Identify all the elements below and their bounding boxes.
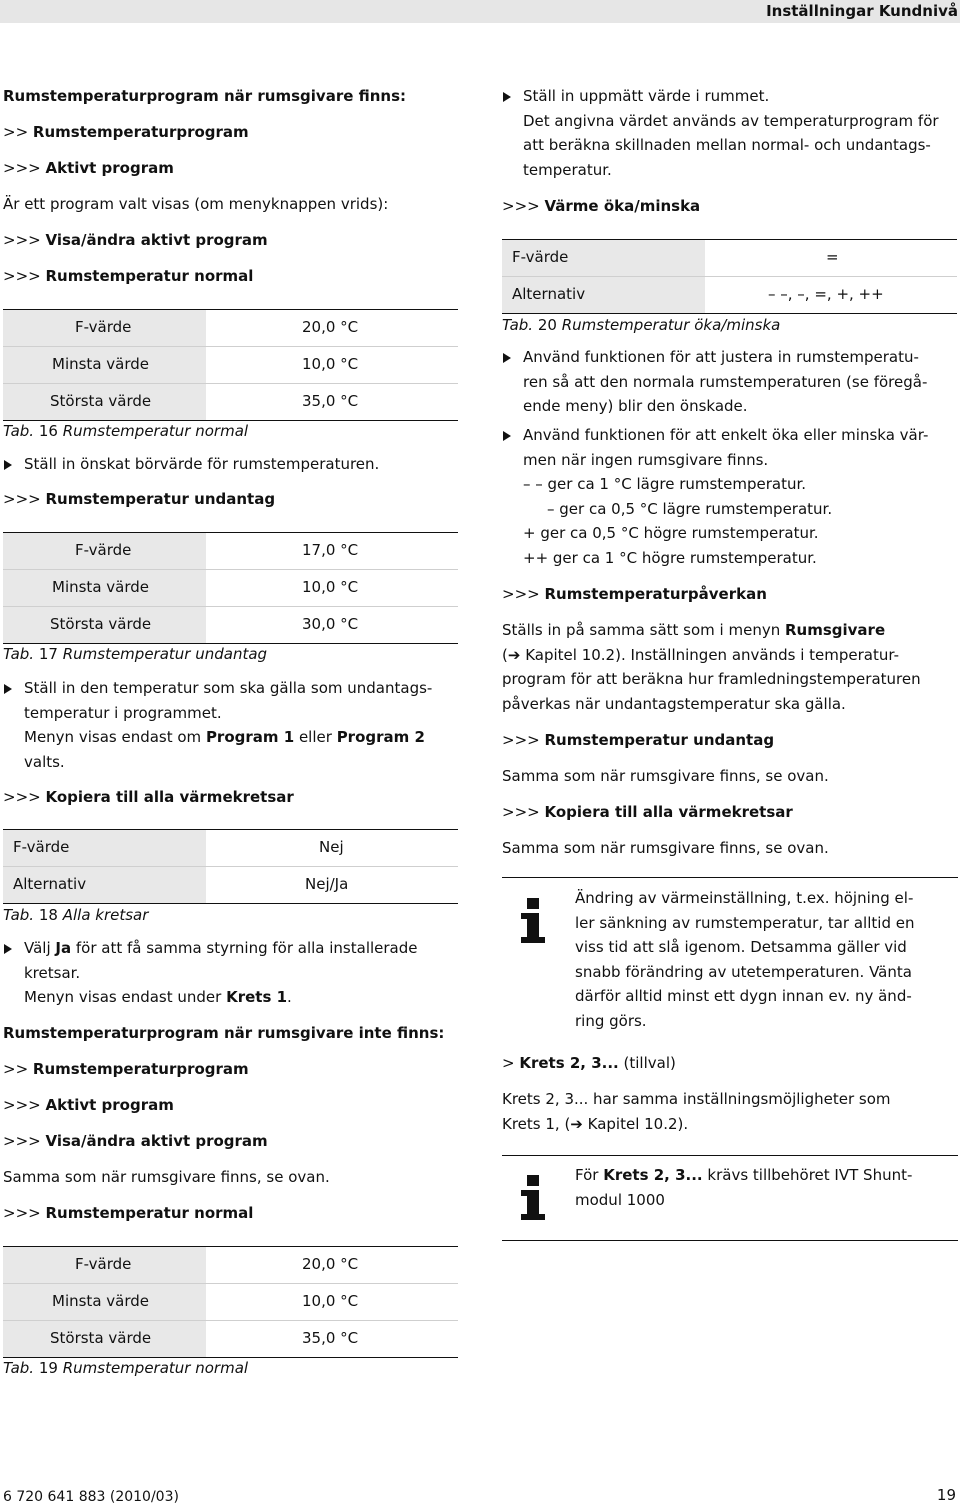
paragraph: Samma som när rumsgivare finns, se ovan.	[502, 839, 829, 857]
note-rule	[502, 1240, 958, 1241]
menu-path: >> Rumstemperaturprogram	[3, 123, 249, 141]
row-value: =	[826, 248, 839, 266]
page-header-bar	[0, 0, 960, 23]
row-label: F-värde	[75, 318, 132, 336]
settings-table	[3, 829, 458, 904]
menu-path: >> Rumstemperaturprogram	[3, 1060, 249, 1078]
table-row	[502, 276, 957, 313]
note-rule	[502, 877, 958, 878]
row-value: 10,0 °C	[302, 1292, 359, 1310]
row-value: 30,0 °C	[302, 615, 359, 633]
paragraph: Krets 2, 3... har samma inställningsmöjligheter som Krets 1, (➔ Kapitel 10.2).	[502, 1090, 891, 1133]
note-text: Ändring av värmeinställning, t.ex. höjning el- ler sänkning av rumstemperatur, tar alltid en viss tid att slå igenom. Detsamma gäller vid snabb förändring av utetemperaturen. Vänta därför alltid minst ett dygn innan ev. ny änd- ring görs.	[575, 889, 915, 1030]
menu-path: >>> Aktivt program	[3, 1096, 174, 1114]
table-row	[3, 383, 458, 420]
note-rule	[502, 1155, 958, 1156]
table-row	[3, 569, 458, 606]
row-value: – –, –, =, +, ++	[768, 285, 884, 303]
row-value: 35,0 °C	[302, 1329, 359, 1347]
row-label: Största värde	[50, 392, 152, 410]
paragraph: Är ett program valt visas (om menyknappen vrids):	[3, 195, 389, 213]
menu-path: >>> Rumstemperatur normal	[3, 267, 254, 285]
menu-path: >>> Kopiera till alla värmekretsar	[3, 788, 294, 806]
row-value: 10,0 °C	[302, 578, 359, 596]
row-label: Största värde	[50, 1329, 152, 1347]
table-caption: Tab. 19 Rumstemperatur normal	[3, 1359, 249, 1377]
table-row	[3, 310, 458, 346]
instruction: Välj Ja för att få samma styrning för alla installerade kretsar. Menyn visas endast under Krets 1.	[24, 939, 418, 1006]
instruction: Använd funktionen för att justera in rumstemperatu- ren så att den normala rumstemperaturen (se föregå- ende meny) blir den önskade.	[523, 348, 928, 415]
row-label: Största värde	[50, 615, 152, 633]
row-label: F-värde	[512, 248, 569, 266]
section-title: Inställningar Kundnivå	[766, 2, 958, 20]
info-icon	[508, 895, 558, 945]
menu-path: >>> Värme öka/minska	[502, 197, 701, 215]
instruction: Ställ in uppmätt värde i rummet. Det angivna värdet används av temperaturprogram för att beräkna skillnaden mellan normal- och undantags- temperatur.	[523, 87, 939, 179]
row-value: 20,0 °C	[302, 318, 359, 336]
instruction: Ställ in den temperatur som ska gälla som undantags- temperatur i programmet. Menyn visas endast om Program 1 eller Program 2 valts.	[24, 679, 433, 771]
paragraph: Samma som när rumsgivare finns, se ovan.	[3, 1168, 330, 1186]
row-value: 10,0 °C	[302, 355, 359, 373]
row-label: F-värde	[13, 838, 70, 856]
table-row	[502, 240, 957, 276]
bullet-arrow-icon	[4, 944, 12, 954]
settings-table	[3, 309, 458, 421]
info-icon	[508, 1172, 558, 1222]
settings-table	[3, 1246, 458, 1358]
bullet-arrow-icon	[503, 353, 511, 363]
instruction: Ställ in önskat börvärde för rumstemperaturen.	[24, 455, 380, 473]
menu-path: >>> Rumstemperatur undantag	[502, 731, 775, 749]
paragraph: Samma som när rumsgivare finns, se ovan.	[502, 767, 829, 785]
instruction: Använd funktionen för att enkelt öka eller minska vär- men när ingen rumsgivare finns. – – ger ca 1 °C lägre rumstemperatur. – ger ca 0,5 °C lägre rumstemperatur. + ger ca 0,5 °C högre rumstemperatur. ++ ger ca 1 °C högre rumstemperatur.	[523, 426, 929, 567]
bullet-arrow-icon	[4, 460, 12, 470]
table-caption: Tab. 16 Rumstemperatur normal	[3, 422, 249, 440]
menu-path: > Krets 2, 3... (tillval)	[502, 1054, 676, 1072]
row-value: Nej/Ja	[305, 875, 349, 893]
row-label: F-värde	[75, 541, 132, 559]
menu-path: >>> Visa/ändra aktivt program	[3, 1132, 268, 1150]
heading-with-sensor: Rumstemperaturprogram när rumsgivare finns:	[3, 87, 407, 105]
row-label: Alternativ	[512, 285, 586, 303]
row-label: Minsta värde	[52, 355, 149, 373]
row-value: 35,0 °C	[302, 392, 359, 410]
table-row	[3, 866, 458, 903]
row-label: Alternativ	[13, 875, 87, 893]
settings-table	[502, 239, 957, 314]
menu-path: >>> Kopiera till alla värmekretsar	[502, 803, 793, 821]
table-caption: Tab. 17 Rumstemperatur undantag	[3, 645, 268, 663]
row-label: Minsta värde	[52, 578, 149, 596]
page-number: 19	[936, 1486, 956, 1504]
table-row	[3, 1320, 458, 1357]
heading-without-sensor: Rumstemperaturprogram när rumsgivare inte finns:	[3, 1024, 445, 1042]
document-number: 6 720 641 883 (2010/03)	[3, 1489, 179, 1505]
table-row	[3, 346, 458, 383]
row-label: F-värde	[75, 1255, 132, 1273]
bullet-arrow-icon	[4, 684, 12, 694]
menu-path: >>> Rumstemperatur undantag	[3, 490, 276, 508]
table-row	[3, 1283, 458, 1320]
table-caption: Tab. 20 Rumstemperatur öka/minska	[502, 316, 781, 334]
row-value: 17,0 °C	[302, 541, 359, 559]
row-value: 20,0 °C	[302, 1255, 359, 1273]
bullet-arrow-icon	[503, 92, 511, 102]
table-row	[3, 1247, 458, 1283]
menu-path: >>> Rumstemperaturpåverkan	[502, 585, 767, 603]
table-row	[3, 830, 458, 866]
table-row	[3, 533, 458, 569]
menu-path: >>> Aktivt program	[3, 159, 174, 177]
settings-table	[3, 532, 458, 644]
table-row	[3, 606, 458, 643]
row-label: Minsta värde	[52, 1292, 149, 1310]
menu-path: >>> Visa/ändra aktivt program	[3, 231, 268, 249]
paragraph: Ställs in på samma sätt som i menyn Rumsgivare (➔ Kapitel 10.2). Inställningen används i temperatur- program för att beräkna hur framledningstemperaturen påverkas när undantagstemperatur ska gälla.	[502, 621, 921, 713]
table-caption: Tab. 18 Alla kretsar	[3, 906, 149, 924]
note-text: För Krets 2, 3... krävs tillbehöret IVT Shunt- modul 1000	[575, 1166, 913, 1209]
menu-path: >>> Rumstemperatur normal	[3, 1204, 254, 1222]
row-value: Nej	[319, 838, 344, 856]
bullet-arrow-icon	[503, 431, 511, 441]
